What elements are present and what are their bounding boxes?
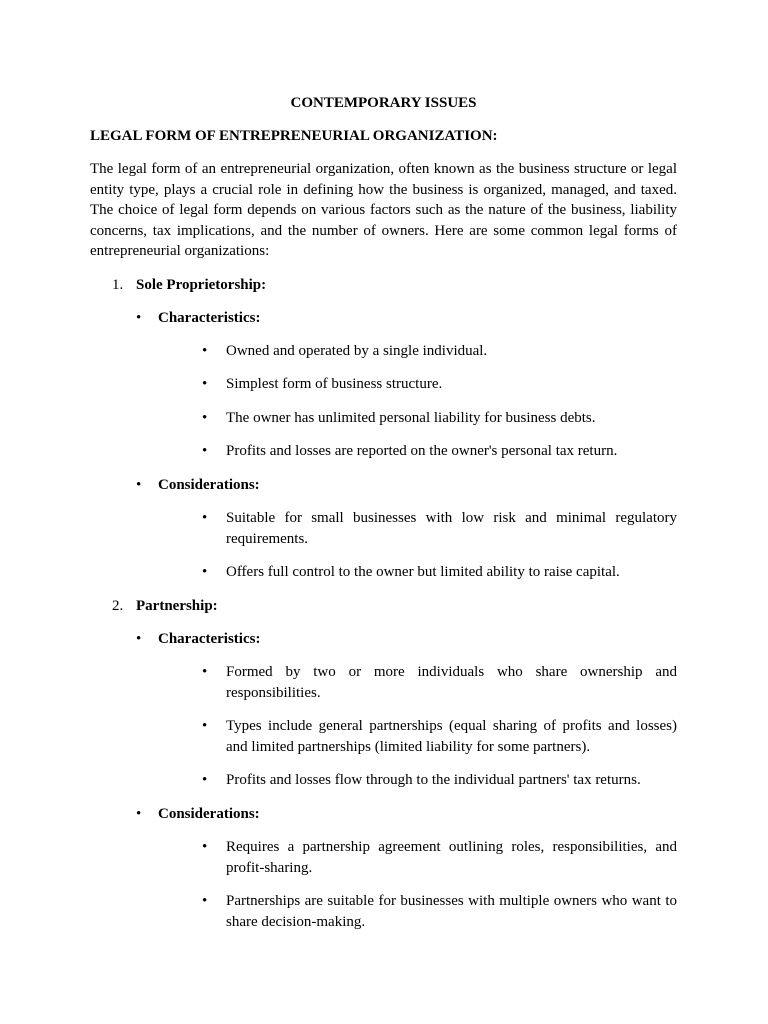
list-item: • Profits and losses are reported on the owner's personal tax return. [226,441,677,462]
bullet-icon: • [202,772,208,788]
bullet-icon: • [202,443,208,459]
subheading-characteristics: • Characteristics: [136,631,261,647]
subheading-considerations: • Considerations: [136,477,260,493]
item-number: 1. [112,277,124,293]
bullet-icon: • [202,376,208,392]
list-item: • Owned and operated by a single individual. [226,341,677,362]
list-item: • Types include general partnerships (equal sharing of profits and losses) and limited partnerships (limited liability for some partners). [202,718,677,755]
bullet-icon: • [202,410,208,426]
subheading-characteristics: • Characteristics: [136,310,261,326]
list-item: • Offers full control to the owner but limited ability to raise capital. [226,562,677,583]
list-item: • Partnerships are suitable for businesses with multiple owners who want to share decision-making. [202,893,677,930]
bullet-icon: • [136,310,142,326]
list-item: • Profits and losses flow through to the individual partners' tax returns. [226,770,677,791]
list-item: • Formed by two or more individuals who share ownership and responsibilities. [202,664,677,701]
page-title: CONTEMPORARY ISSUES [290,95,477,111]
bullet-icon: • [136,631,142,647]
bullet-icon: • [202,718,208,734]
bullet-icon: • [136,806,142,822]
bullet-icon: • [202,510,208,526]
bullet-icon: • [202,893,208,909]
bullet-icon: • [202,564,208,580]
item-number: 2. [112,598,124,614]
bullet-icon: • [136,477,142,493]
intro-paragraph: The legal form of an entrepreneurial organization, often known as the business structure or legal entity type, plays a crucial role in defining how the business is organized, managed, and taxed. The choice of legal form depends on various factors such as the nature of the business, liability concerns, tax implications, and the number of owners. Here are some common legal forms of entrepreneurial organizations: [90,161,677,259]
list-item: • Simplest form of business structure. [226,374,677,395]
list-item: • Suitable for small businesses with low risk and minimal regulatory requirements. [202,510,677,547]
item-title: Partnership: [136,598,218,614]
numbered-item-partnership [112,596,218,616]
numbered-item-sole-proprietorship [112,275,266,295]
list-item: • Requires a partnership agreement outlining roles, responsibilities, and profit-sharing. [202,839,677,876]
item-title: Sole Proprietorship: [136,277,267,293]
bullet-icon: • [202,664,208,680]
bullet-icon: • [202,343,208,359]
subheading-considerations: • Considerations: [136,806,260,822]
section-heading: LEGAL FORM OF ENTREPRENEURIAL ORGANIZATION: [90,128,498,144]
bullet-icon: • [202,839,208,855]
list-item: • The owner has unlimited personal liability for business debts. [226,408,677,429]
